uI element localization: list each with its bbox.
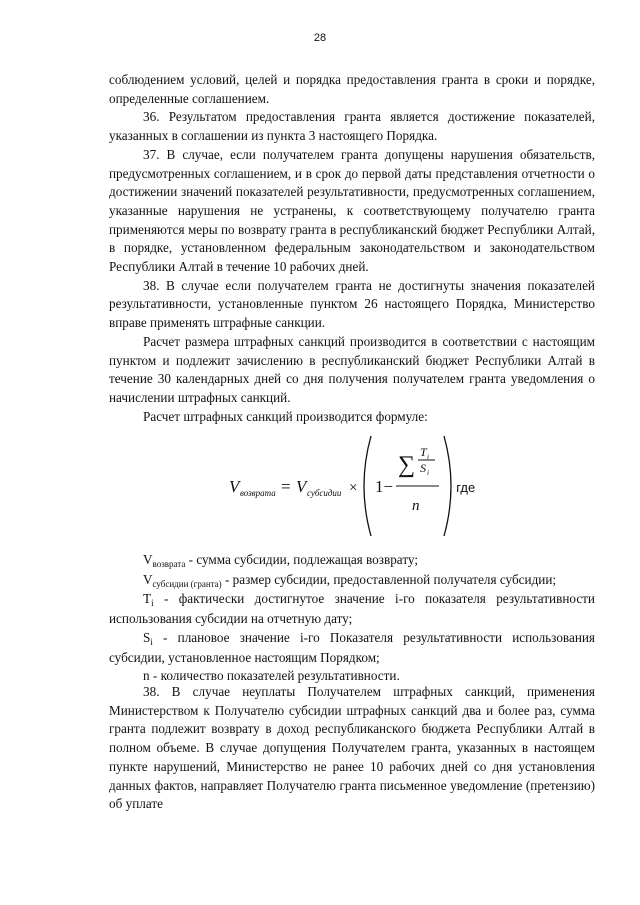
- formula-one-minus: 1−: [375, 477, 394, 496]
- penalty-formula: [109, 432, 595, 540]
- formula-times: ×: [349, 480, 358, 496]
- formula-definitions: [109, 551, 595, 686]
- formula-lhs-var: V: [229, 477, 240, 496]
- formula-sigma: ∑: [398, 452, 416, 478]
- paragraph-36: 36. Результатом предоставления гранта является достижение показателей, указанных в соглашении из пункта 3 настоящего Порядка.: [109, 109, 595, 144]
- formula-t-sub: i: [427, 453, 429, 461]
- formula-left-paren: [364, 436, 371, 536]
- paragraph-38: 38. В случае если получателем гранта не достигнуты значения показателей результативности, установленные пунктом 26 настоящего Порядка, Министерство вправе применять штрафные санкции.: [109, 277, 595, 331]
- paragraph-penalty-calc: Расчет размера штрафных санкций производится в соответствии с настоящим пунктом и подлежит зачислению в республиканский бюджет Республики Алтай в течение 30 календарных дней со дня получения получателем гранта уведомления о начислении штрафных санкций.: [109, 333, 595, 405]
- paragraph-38-nonpayment: 38. В случае неуплаты Получателем штрафных санкций, применения Министерством к Получателю субсидии штрафных санкций два и более раз, сумма гранта подлежит возврату в доход республиканского бюджета Республики Алтай в полном объеме. В случае допущения Получателем гранта, указанных в настоящем пункте нарушений, Министерство не ранее 10 рабочих дней со дня установления данных фактов, направляет Получателю гранта письменное уведомление (претензию) об уплате: [109, 684, 595, 812]
- definition-n: n - количество показателей результативности.: [143, 668, 400, 684]
- body-text-top: [109, 71, 595, 426]
- definition-v-subsidy: $V_{субсидии (гранта)}$ - размер субсидии, предоставленной получателя субсидии;: [143, 571, 557, 589]
- formula-s: S: [420, 461, 426, 475]
- paragraph-formula-intro: Расчет штрафных санкций производится формуле:: [143, 408, 428, 424]
- page-number: 28: [313, 32, 327, 44]
- definition-v-return: $V_{возврата}$ - сумма субсидии, подлежащая возврату;: [143, 552, 418, 569]
- paragraph-continuation: соблюдением условий, целей и порядка предоставления гранта в сроки и порядке, определенные соглашением.: [109, 72, 595, 106]
- definition-t: $T_i$ - фактически достигнутое значение i-го показателя результативности использования субсидии на отчетную дату;: [109, 591, 595, 627]
- formula-t: T: [420, 445, 427, 459]
- formula-rhs-var: V: [296, 477, 307, 496]
- formula-suffix: , где: [449, 480, 476, 495]
- formula-s-sub: i: [427, 469, 429, 477]
- definition-s: $S_i$ - плановое значение i-го Показателя результативности использования субсидии, установленное настоящим Порядком;: [109, 629, 595, 665]
- formula-lhs-sub: возврата: [240, 488, 276, 498]
- formula-n: n: [412, 498, 420, 514]
- paragraph-37: 37. В случае, если получателем гранта допущены нарушения обязательств, предусмотренных соглашением, и в срок до первой даты представления отчетности о достижении значений показателей результативности, предусмотренных соглашением, указанные нарушения не устранены, к соответствующему получателю гранта применяются меры по возврату гранта в республиканский бюджет Республики Алтай, в порядке, установленном федеральным законодательством и законодательством Республики Алтай в течение 10 рабочих дней.: [109, 146, 595, 275]
- formula-rhs-sub: субсидии: [307, 488, 342, 498]
- formula-equals: =: [281, 477, 291, 496]
- body-text-bottom: [109, 683, 595, 814]
